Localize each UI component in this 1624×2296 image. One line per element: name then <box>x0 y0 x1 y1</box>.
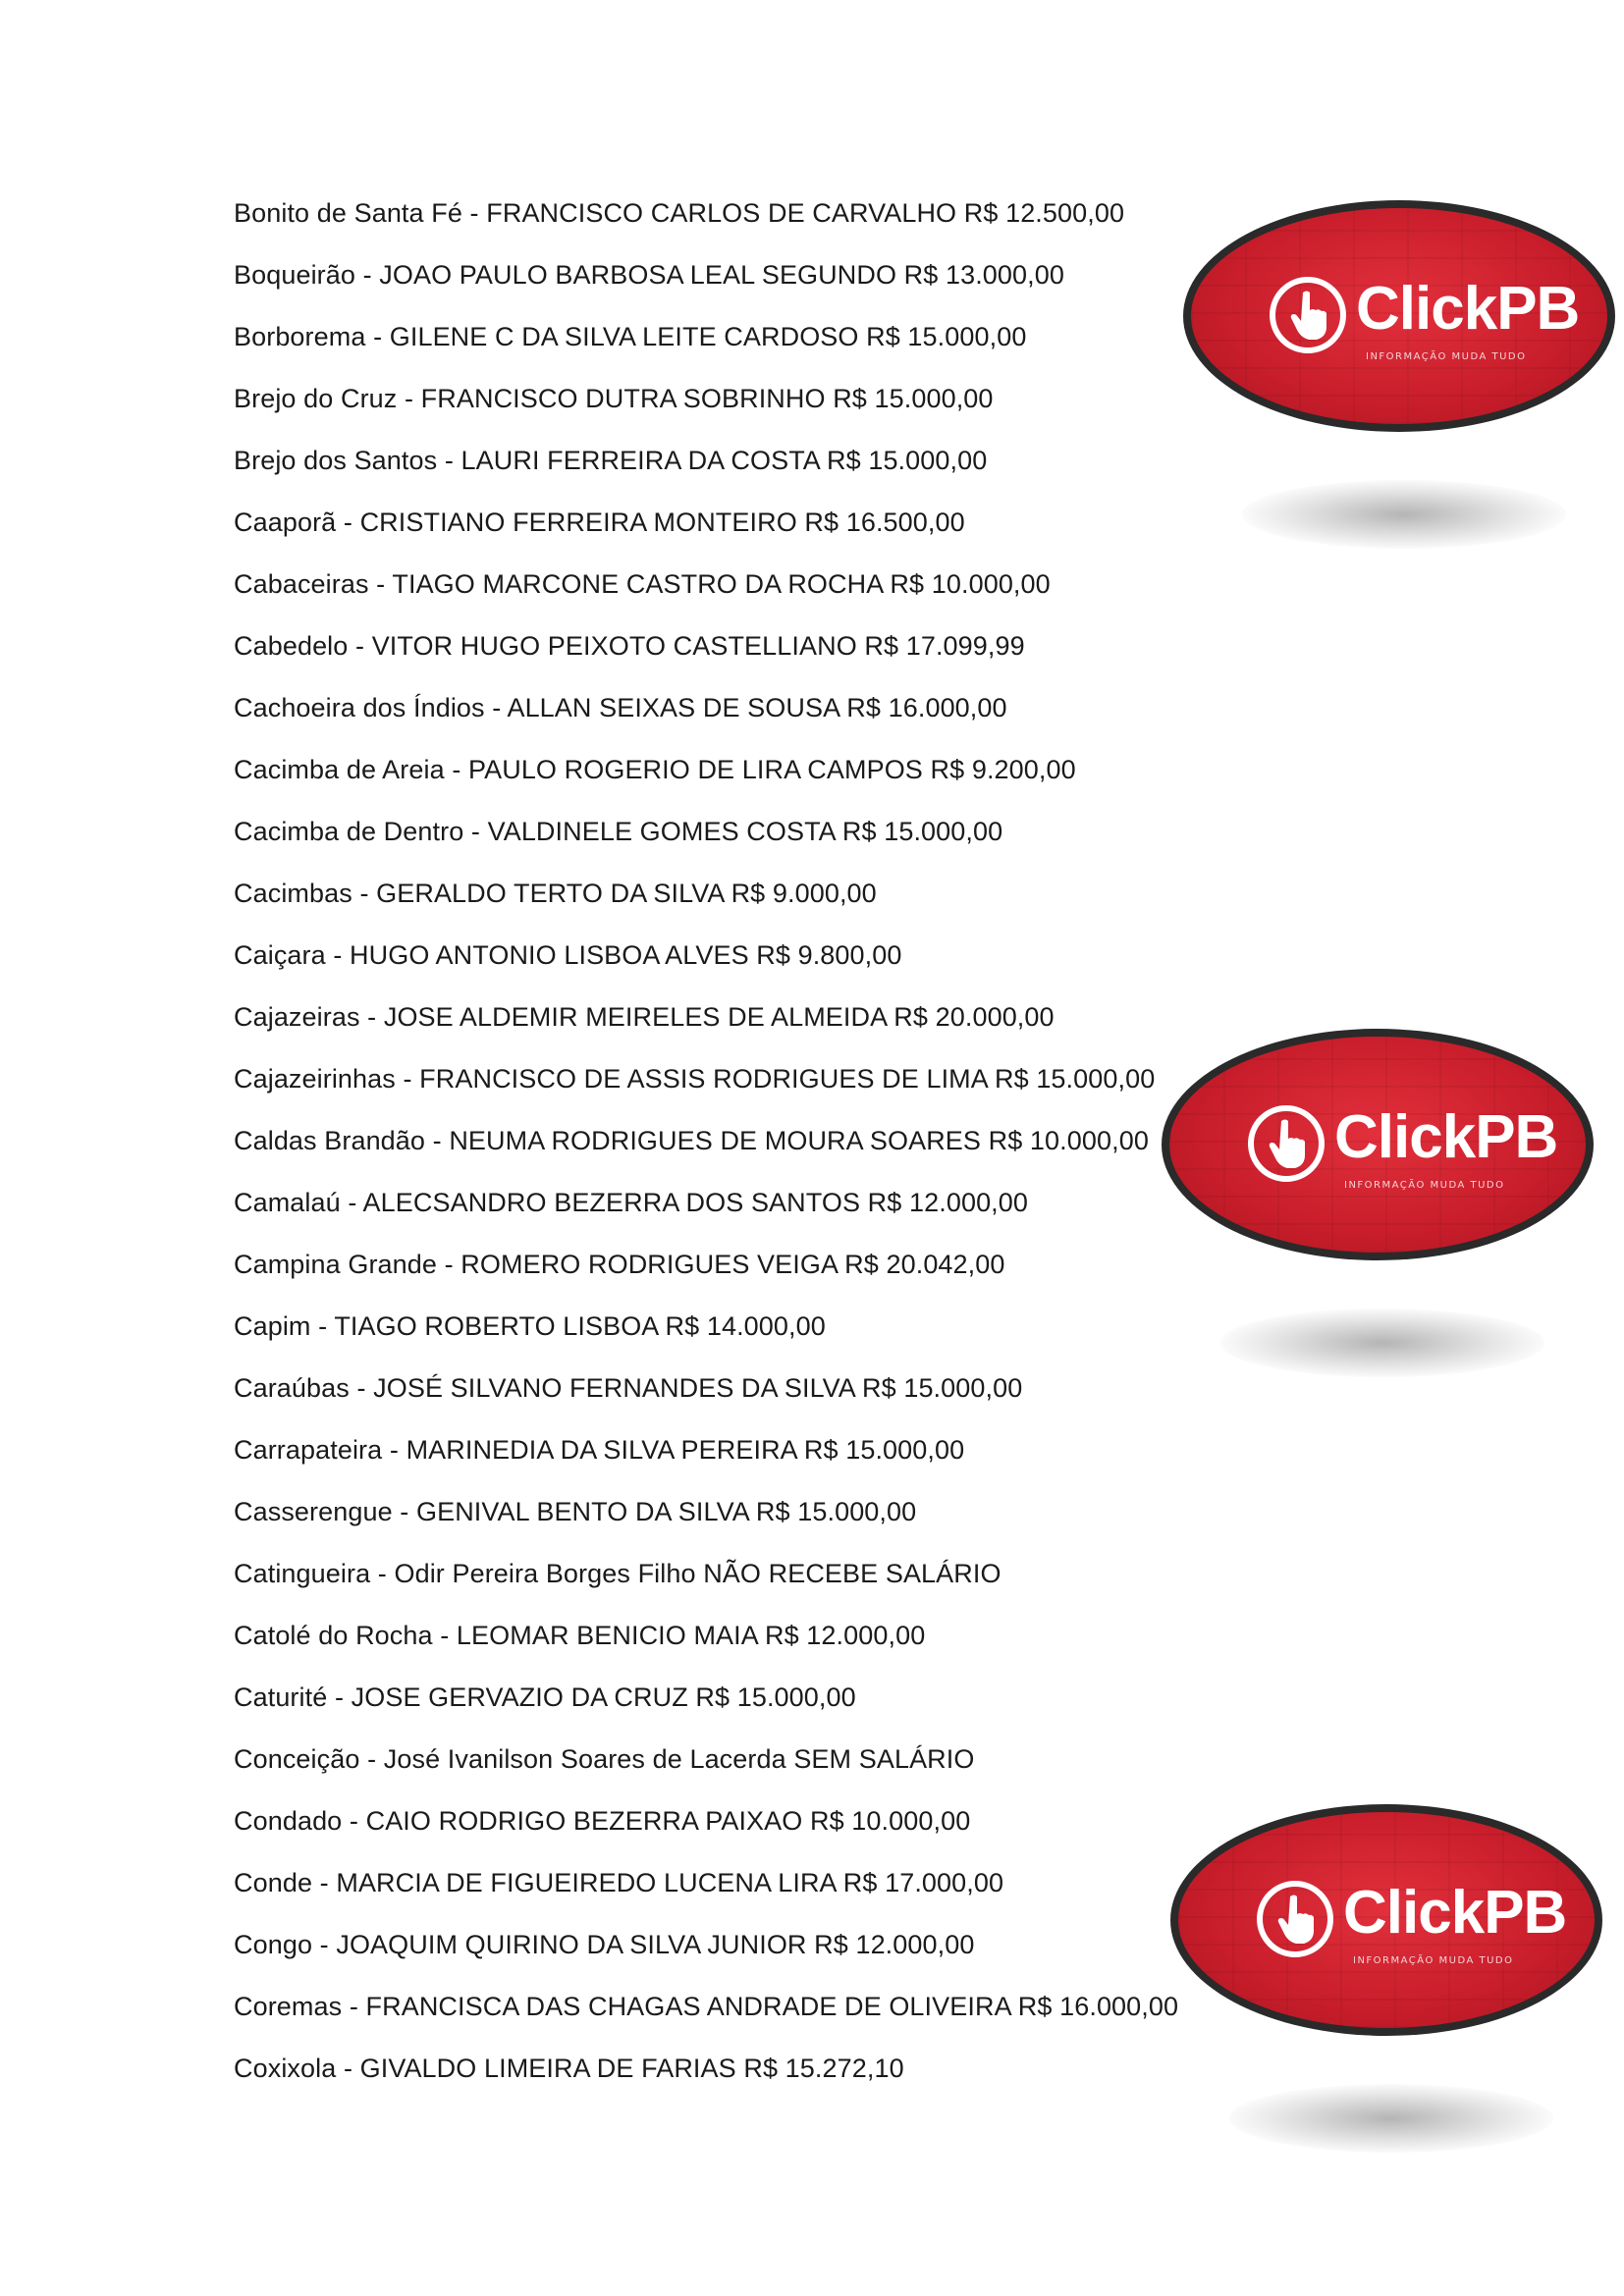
list-item: Coremas - FRANCISCA DAS CHAGAS ANDRADE DE OLIVEIRA R$ 16.000,00 <box>234 1992 1179 2021</box>
list-item: Bonito de Santa Fé - FRANCISCO CARLOS DE CARVALHO R$ 12.500,00 <box>234 198 1125 228</box>
list-item: Conde - MARCIA DE FIGUEIREDO LUCENA LIRA R$ 17.000,00 <box>234 1868 1004 1897</box>
logo-tagline: INFORMAÇÃO MUDA TUDO <box>1366 351 1527 362</box>
list-item: Cabaceiras - TIAGO MARCONE CASTRO DA ROCHA R$ 10.000,00 <box>234 569 1051 599</box>
logo-tagline: INFORMAÇÃO MUDA TUDO <box>1344 1180 1505 1191</box>
list-item: Carrapateira - MARINEDIA DA SILVA PEREIRA R$ 15.000,00 <box>234 1435 965 1465</box>
list-item: Cabedelo - VITOR HUGO PEIXOTO CASTELLIANO R$ 17.099,99 <box>234 631 1025 661</box>
logo-oval <box>1170 1804 1602 2036</box>
logo-shadow <box>1220 1308 1544 1377</box>
logo-brand: ClickPB <box>1343 1879 1567 1947</box>
list-item: Cacimba de Areia - PAULO ROGERIO DE LIRA CAMPOS R$ 9.200,00 <box>234 755 1076 784</box>
list-item: Cacimbas - GERALDO TERTO DA SILVA R$ 9.000,00 <box>234 879 877 908</box>
pointing-hand-icon <box>1248 1105 1325 1182</box>
list-item: Camalaú - ALECSANDRO BEZERRA DOS SANTOS R$ 12.000,00 <box>234 1188 1029 1217</box>
list-item: Campina Grande - ROMERO RODRIGUES VEIGA R$ 20.042,00 <box>234 1250 1005 1279</box>
list-item: Casserengue - GENIVAL BENTO DA SILVA R$ 15.000,00 <box>234 1497 917 1526</box>
list-item: Caldas Brandão - NEUMA RODRIGUES DE MOURA SOARES R$ 10.000,00 <box>234 1126 1149 1155</box>
list-item: Coxixola - GIVALDO LIMEIRA DE FARIAS R$ 15.272,10 <box>234 2054 904 2083</box>
clickpb-logo <box>1183 200 1615 436</box>
clickpb-logo <box>1162 1029 1594 1264</box>
logo-brand: ClickPB <box>1334 1103 1558 1171</box>
list-item: Cajazeirinhas - FRANCISCO DE ASSIS RODRIGUES DE LIMA R$ 15.000,00 <box>234 1064 1156 1094</box>
pointing-hand-icon <box>1270 277 1346 353</box>
logo-tagline: INFORMAÇÃO MUDA TUDO <box>1353 1955 1514 1966</box>
list-item: Caraúbas - JOSÉ SILVANO FERNANDES DA SILVA R$ 15.000,00 <box>234 1373 1023 1403</box>
salary-list <box>234 192 1179 2109</box>
list-item: Catolé do Rocha - LEOMAR BENICIO MAIA R$ 12.000,00 <box>234 1621 926 1650</box>
logo-brand: ClickPB <box>1356 275 1580 343</box>
list-item: Brejo dos Santos - LAURI FERREIRA DA COSTA R$ 15.000,00 <box>234 446 988 475</box>
list-item: Conceição - José Ivanilson Soares de Lacerda SEM SALÁRIO <box>234 1744 975 1774</box>
list-item: Borborema - GILENE C DA SILVA LEITE CARDOSO R$ 15.000,00 <box>234 322 1027 351</box>
list-item: Cajazeiras - JOSE ALDEMIR MEIRELES DE ALMEIDA R$ 20.000,00 <box>234 1002 1055 1032</box>
list-item: Capim - TIAGO ROBERTO LISBOA R$ 14.000,00 <box>234 1311 826 1341</box>
list-item: Condado - CAIO RODRIGO BEZERRA PAIXAO R$ 10.000,00 <box>234 1806 971 1836</box>
clickpb-logo <box>1170 1804 1602 2040</box>
list-item: Catingueira - Odir Pereira Borges Filho NÃO RECEBE SALÁRIO <box>234 1559 1001 1588</box>
logo-oval <box>1183 200 1615 432</box>
list-item: Cacimba de Dentro - VALDINELE GOMES COSTA R$ 15.000,00 <box>234 817 1003 846</box>
list-item: Caturité - JOSE GERVAZIO DA CRUZ R$ 15.000,00 <box>234 1682 856 1712</box>
logo-oval <box>1162 1029 1594 1260</box>
pointing-hand-icon <box>1257 1881 1333 1957</box>
logo-shadow <box>1242 480 1566 549</box>
list-item: Caaporã - CRISTIANO FERREIRA MONTEIRO R$ 16.500,00 <box>234 507 965 537</box>
list-item: Brejo do Cruz - FRANCISCO DUTRA SOBRINHO R$ 15.000,00 <box>234 384 994 413</box>
logo-shadow <box>1229 2084 1553 2153</box>
list-item: Cachoeira dos Índios - ALLAN SEIXAS DE SOUSA R$ 16.000,00 <box>234 693 1007 722</box>
list-item: Congo - JOAQUIM QUIRINO DA SILVA JUNIOR R$ 12.000,00 <box>234 1930 975 1959</box>
list-item: Caiçara - HUGO ANTONIO LISBOA ALVES R$ 9.800,00 <box>234 940 902 970</box>
list-item: Boqueirão - JOAO PAULO BARBOSA LEAL SEGUNDO R$ 13.000,00 <box>234 260 1064 290</box>
